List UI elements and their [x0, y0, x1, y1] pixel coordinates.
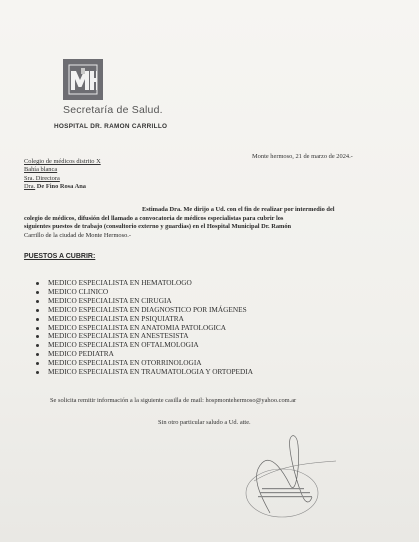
hospital-logo — [63, 59, 103, 100]
puestos-heading: PUESTOS A CUBRIR: — [24, 253, 96, 260]
stamp-lines — [258, 488, 312, 497]
address-line-1: Colegio de médicos distrito X — [24, 158, 101, 165]
hospital-name: HOSPITAL DR. RAMON CARRILLO — [54, 123, 168, 130]
list-item: MEDICO ESPECIALISTA EN TRAUMATOLOGIA Y ORTOPEDIA — [24, 368, 253, 377]
letter-body — [24, 206, 374, 240]
list-item: MEDICO ESPECIALISTA EN OTORRINOLOGIA — [24, 359, 253, 368]
list-item: MEDICO PEDIATRA — [24, 350, 253, 359]
closing-greeting: Sin otro particular saludo a Ud. atte. — [158, 419, 251, 426]
list-item: MEDICO ESPECIALISTA EN DIAGNOSTICO POR IMÁGENES — [24, 306, 253, 315]
body-line-1: Estimada Dra. Me dirijo a Ud. con el fin de realizar por intermedio del — [142, 206, 335, 213]
address-title: Dra. — [24, 183, 36, 191]
puestos-list — [24, 279, 253, 377]
email-request: Se solicita remitir información a la siguiente casilla de mail: hospmontehermoso@yahoo.com.ar — [50, 397, 297, 404]
body-line-2: colegio de médicos, difusión del llamado a convocatoria de médicos especialistas para cubrir los — [24, 214, 284, 222]
body-line-3: siguientes puestos de trabajo (consultorio externo y guardias) en el Hospital Municipal Dr. Ramón — [24, 223, 292, 231]
address-line-4 — [24, 183, 101, 191]
list-item: MEDICO CLINICO — [24, 288, 253, 297]
list-item: MEDICO ESPECIALISTA EN ANATOMIA PATOLOGICA — [24, 324, 253, 333]
list-item: MEDICO ESPECIALISTA EN PSIQUIATRA — [24, 315, 253, 324]
address-line-3: Sra. Directora — [24, 174, 60, 182]
list-item: MEDICO ESPECIALISTA EN CIRUGIA — [24, 297, 253, 306]
list-item: MEDICO ESPECIALISTA EN HEMATOLOGO — [24, 279, 253, 288]
recipient-address — [24, 158, 101, 192]
address-line-2: Bahía blanca — [24, 166, 58, 174]
recipient-name: De Fino Rosa Ana — [36, 183, 86, 191]
secretaria-label: Secretaría de Salud. — [63, 104, 163, 116]
list-item: MEDICO ESPECIALISTA EN OFTALMOLOGIA — [24, 341, 253, 350]
list-item: MEDICO ESPECIALISTA EN ANESTESISTA — [24, 332, 253, 341]
letter-date: Monte hermoso, 21 de marzo de 2024.- — [252, 153, 353, 160]
signature-stamp — [240, 425, 340, 520]
body-line-4: Carrillo de la ciudad de Monte Hermoso.- — [24, 231, 132, 239]
mh-logo-icon — [63, 59, 103, 100]
